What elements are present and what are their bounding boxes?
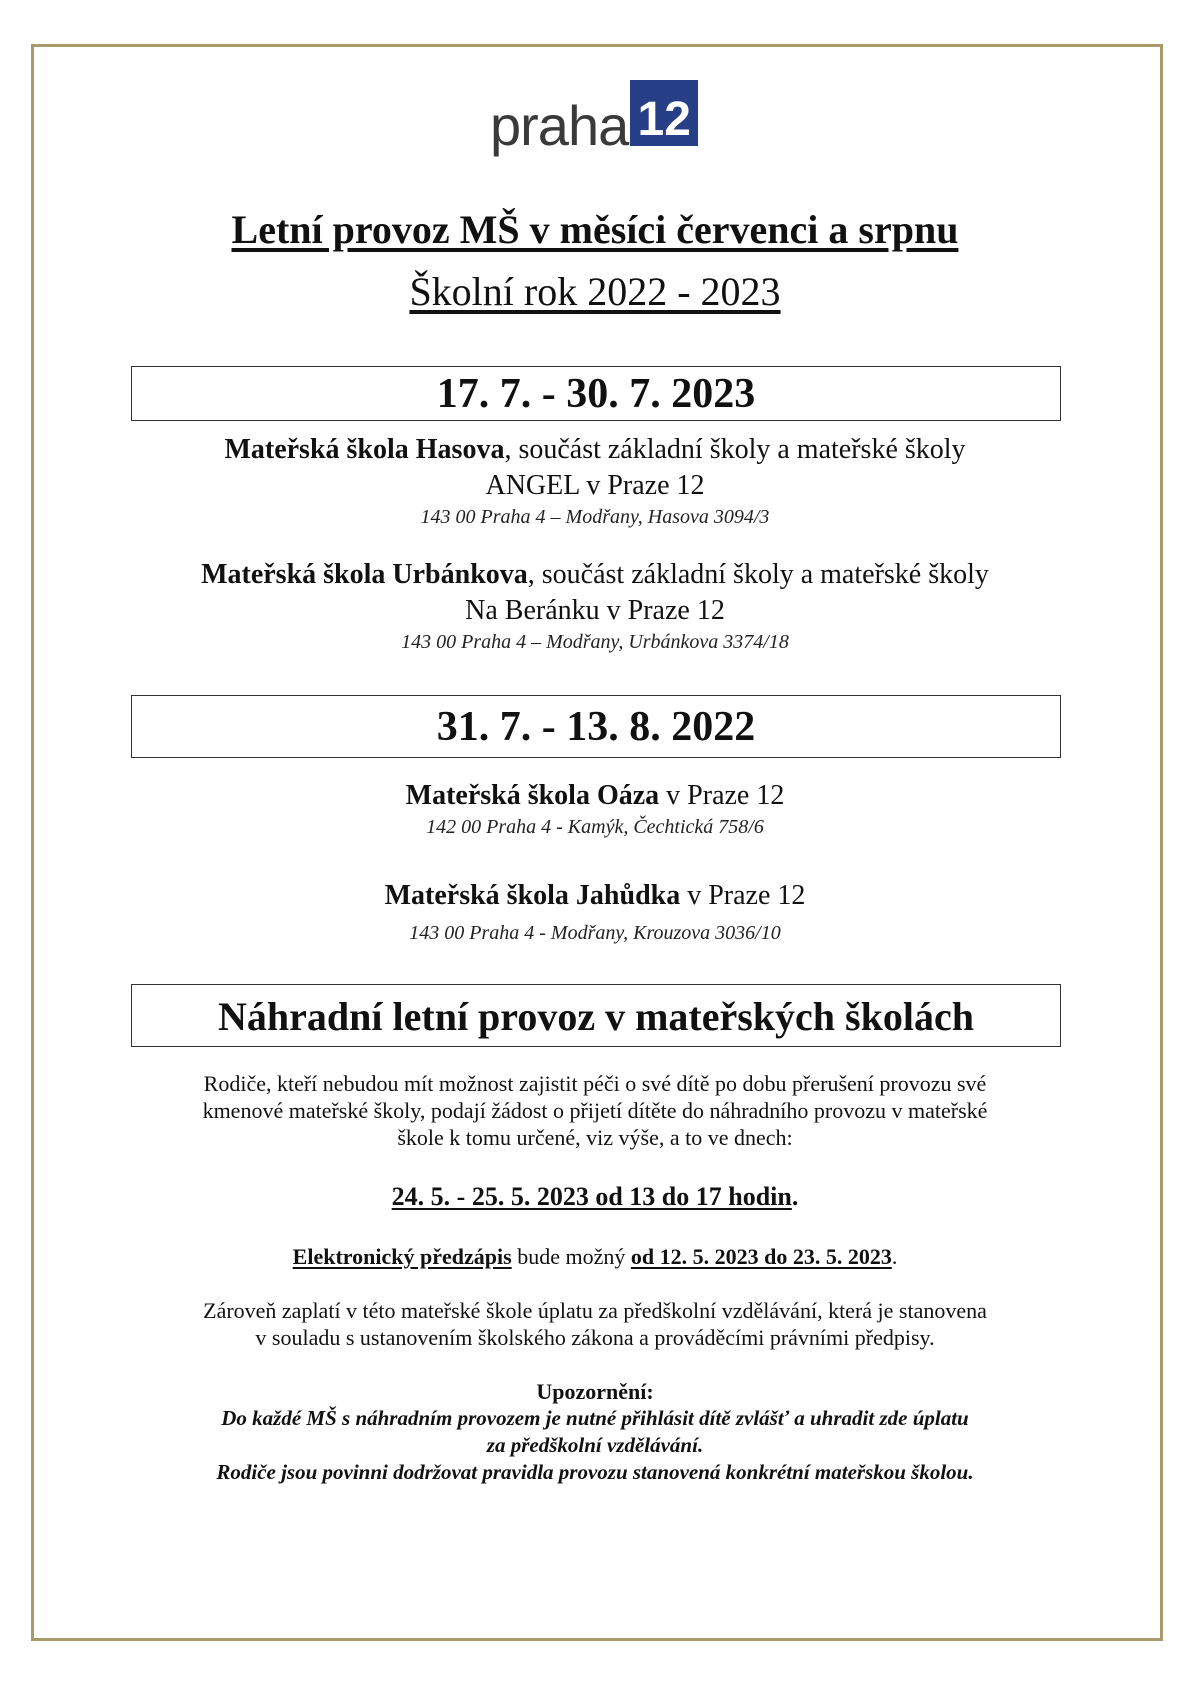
intro-line: kmenové mateřské školy, podají žádost o přijetí dítěte do náhradního provozu v mateřské xyxy=(202,1098,988,1123)
school-name xyxy=(0,432,1190,468)
fee-line: Zároveň zaplatí v této mateřské škole úplatu za předškolní vzdělávání, která je stanovena xyxy=(203,1298,987,1323)
praha12-logo xyxy=(490,80,698,157)
school-name-rest: v Praze 12 xyxy=(659,780,785,811)
school-name xyxy=(0,778,1190,814)
page-title: Letní provoz MŠ v měsíci červenci a srpnu xyxy=(231,207,959,252)
intro-line: Rodiče, kteří nebudou mít možnost zajistit péči o své dítě po dobu přerušení provozu své xyxy=(203,1071,987,1096)
prereg-suffix: . xyxy=(891,1244,898,1269)
warning-title: Upozornění: xyxy=(536,1379,654,1404)
replacement-heading-box: Náhradní letní provoz v mateřských školách xyxy=(131,984,1061,1047)
school-name-rest: , součást základní školy a mateřské školy xyxy=(504,434,966,465)
pre-registration xyxy=(0,1243,1190,1270)
school-address: 143 00 Praha 4 – Modřany, Hasova 3094/3 xyxy=(420,506,770,528)
school-oaza xyxy=(0,778,1190,840)
warning xyxy=(0,1378,1190,1486)
page-subtitle: Školní rok 2022 - 2023 xyxy=(409,269,781,314)
logo-badge: 12 xyxy=(630,80,698,146)
period1-dates-box: 17. 7. - 30. 7. 2023 xyxy=(131,366,1061,421)
intro-line: škole k tomu určené, viz výše, a to ve dnech: xyxy=(397,1125,793,1150)
school-name-bold: Mateřská škola Urbánkova xyxy=(201,559,528,590)
school-name xyxy=(0,878,1190,914)
logo-text: praha xyxy=(490,94,629,157)
school-name-line2: ANGEL v Praze 12 xyxy=(485,470,705,501)
replacement-intro xyxy=(0,1070,1190,1151)
school-name-bold: Mateřská škola Jahůdka xyxy=(384,880,681,911)
warning-line: Rodiče jsou povinni dodržovat pravidla provozu stanovená konkrétní mateřskou školou. xyxy=(216,1460,974,1484)
school-name xyxy=(0,557,1190,593)
prereg-middle: bude možný xyxy=(511,1244,631,1269)
application-dates xyxy=(0,1182,1190,1212)
fee-line: v souladu s ustanovením školského zákona a prováděcími právními předpisy. xyxy=(255,1325,935,1350)
school-name-bold: Mateřská škola Oáza xyxy=(405,780,660,811)
school-address: 143 00 Praha 4 – Modřany, Urbánkova 3374/18 xyxy=(401,631,789,653)
school-jahudka xyxy=(0,878,1190,946)
school-name-rest: v Praze 12 xyxy=(680,880,806,911)
school-name-bold: Mateřská škola Hasova xyxy=(224,434,505,465)
period2-dates-box: 31. 7. - 13. 8. 2022 xyxy=(131,695,1061,758)
application-dates-text: 24. 5. - 25. 5. 2023 od 13 do 17 hodin xyxy=(391,1182,792,1211)
warning-line: Do každé MŠ s náhradním provozem je nutné přihlásit dítě zvlášť a uhradit zde úplatu xyxy=(221,1406,969,1430)
prereg-label: Elektronický předzápis xyxy=(292,1244,512,1269)
warning-line: za předškolní vzdělávání. xyxy=(486,1433,704,1457)
school-address: 143 00 Praha 4 - Modřany, Krouzova 3036/10 xyxy=(409,922,781,944)
prereg-dates: od 12. 5. 2023 do 23. 5. 2023 xyxy=(630,1244,892,1269)
school-hasova xyxy=(0,432,1190,530)
school-address: 142 00 Praha 4 - Kamýk, Čechtická 758/6 xyxy=(426,816,764,838)
fee-info xyxy=(0,1297,1190,1351)
application-dates-suffix: . xyxy=(791,1182,799,1211)
school-urbankova xyxy=(0,557,1190,655)
school-name-rest: , součást základní školy a mateřské školy xyxy=(527,559,989,590)
school-name-line2: Na Beránku v Praze 12 xyxy=(465,595,725,626)
